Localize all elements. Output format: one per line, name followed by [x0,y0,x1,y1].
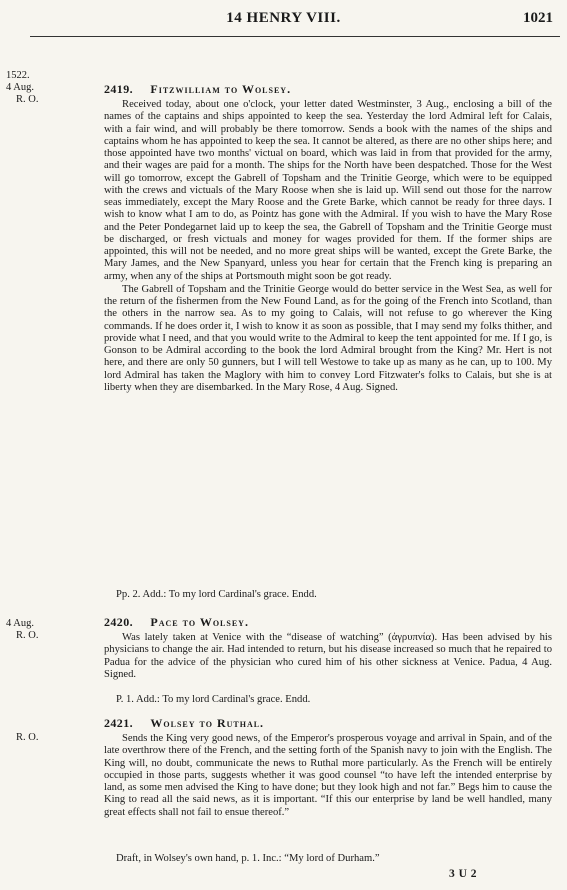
margin-date: 4 Aug. [6,82,35,93]
entry-paragraph: Sends the King very good news, of the Emperor's prosperous voyage and arrival in Spain, and of the late overthrow there of the French, and the setting forth of the Spanish navy to join with the English. The King will, no doubt, communicate the news to Ruthal more particularly. As the French will be entirely occupied in those parts, suggests whether it was good counsel “to have left the intended enterprise by land, as some men advised the King to have done; but they look high and not far.” Begs him to cause the King to read all the said news, as it is important. “If this our enterprise by land be well handled, many great effects shall not fail to ensue thereof.” [104,733,552,818]
entry-endnote: Draft, in Wolsey's own hand, p. 1. Inc.: “My lord of Durham.” [116,853,380,864]
entry-margin [6,618,96,642]
entry-number: 2421. [104,716,133,730]
margin-year: 1522. [6,70,30,81]
entry-heading [104,82,291,97]
signature-mark: 3 U 2 [448,868,477,880]
entry-body [104,99,552,394]
page-header [0,10,567,30]
entry-heading [104,615,249,630]
entry-endnote: Pp. 2. Add.: To my lord Cardinal's grace. Endd. [116,589,317,600]
entry-number: 2419. [104,82,133,96]
entry-number: 2420. [104,615,133,629]
entry-title: Wolsey to Ruthal. [150,716,265,730]
entry-body [104,632,552,681]
margin-source: R. O. [16,94,39,105]
entry-body [104,733,552,819]
margin-date: 4 Aug. [6,618,35,629]
header-rule [30,36,560,37]
margin-source: R. O. [16,630,39,641]
entry-endnote: P. 1. Add.: To my lord Cardinal's grace. Endd. [116,694,311,705]
page-number: 1021 [523,10,553,26]
entry-heading [104,716,264,731]
entry-margin [6,70,96,106]
entry-title: Fitzwilliam to Wolsey. [150,82,292,96]
entry-title: Pace to Wolsey. [150,615,249,629]
running-title: 14 HENRY VIII. [226,10,341,26]
entry-paragraph: Was lately taken at Venice with the “disease of watching” (ἀγρυπνία). Has been advised by his physicians to change the air. Had intended to return, but his disease increased so much that he repaired to Padua for the advice of the physician who cured him of his other sickness at Venice. Padua, 4 Aug. Signed. [104,632,552,680]
entry-paragraph: Received today, about one o'clock, your letter dated Westminster, 3 Aug., enclosing a bill of the names of the captains and ships appointed to keep the sea. Yesterday the lord Admiral left for Calais, with a fair wind, and will probably be there tomorrow. Sends a book with the names of the ships and captains whom he has appointed to keep the sea. It cannot be altered, as there are no other ships here; and those appointed have two months' victual on board, which was laid in from that provided for the army, and their wages are paid for a month. The ships for the North have been despatched. Those for the West will go tomorrow, except the Gabrell of Topsham and the Trinitie George, which were to be equipped with the crews and victuals of the Mary Roose when she is laid up. Will send out those for the narrow seas immediately, except the Mary Roose and the Grete Barke, which cannot be ready for three days. I wish to know what I am to do, as Pointz has gone with the Admiral. If you wish to have the Mary Rose and the Peter Pondegarnet laid up to keep the sea, the Gabrell of Topsham and the Trinitie George must be discharged, or fresh victuals and money for wages provided for them. If the former ships are appointed, this will not be needed, and no more great ships will be wanted, except the Grete Barke, the Mary James, and the New Spanyard, unless you hear for certain that the French king is preparing an army, when any of the ships at Portsmouth might soon be got ready. [104,99,552,282]
entry-paragraph: The Gabrell of Topsham and the Trinitie George would do better service in the West Sea, as well for the return of the fishermen from the New Found Land, as for the going of the French into Scotland, than the others in the narrow sea. As to my going to Calais, will not refuse to go wherever the King commands. If he does order it, I wish to know it as soon as possible, that I may send my folks thither, and provide what I need, and that you would write to the Admiral to keep the tent appointed for me. If I go, is Gonson to be Admiral according to the book the lord Admiral brought from the King? Mr. Hert is not here, and there are only 50 gunners, but I will tell Westowe to take up as many as he can, up to 100. My lord Admiral has taken the Maglory with him to convey Lord Fitzwater's folks to Calais, but she is at liberty when they are disembarked. In the Mary Rose, 4 Aug. Signed. [104,283,552,393]
margin-source: R. O. [16,732,39,743]
entry-margin [6,732,96,744]
